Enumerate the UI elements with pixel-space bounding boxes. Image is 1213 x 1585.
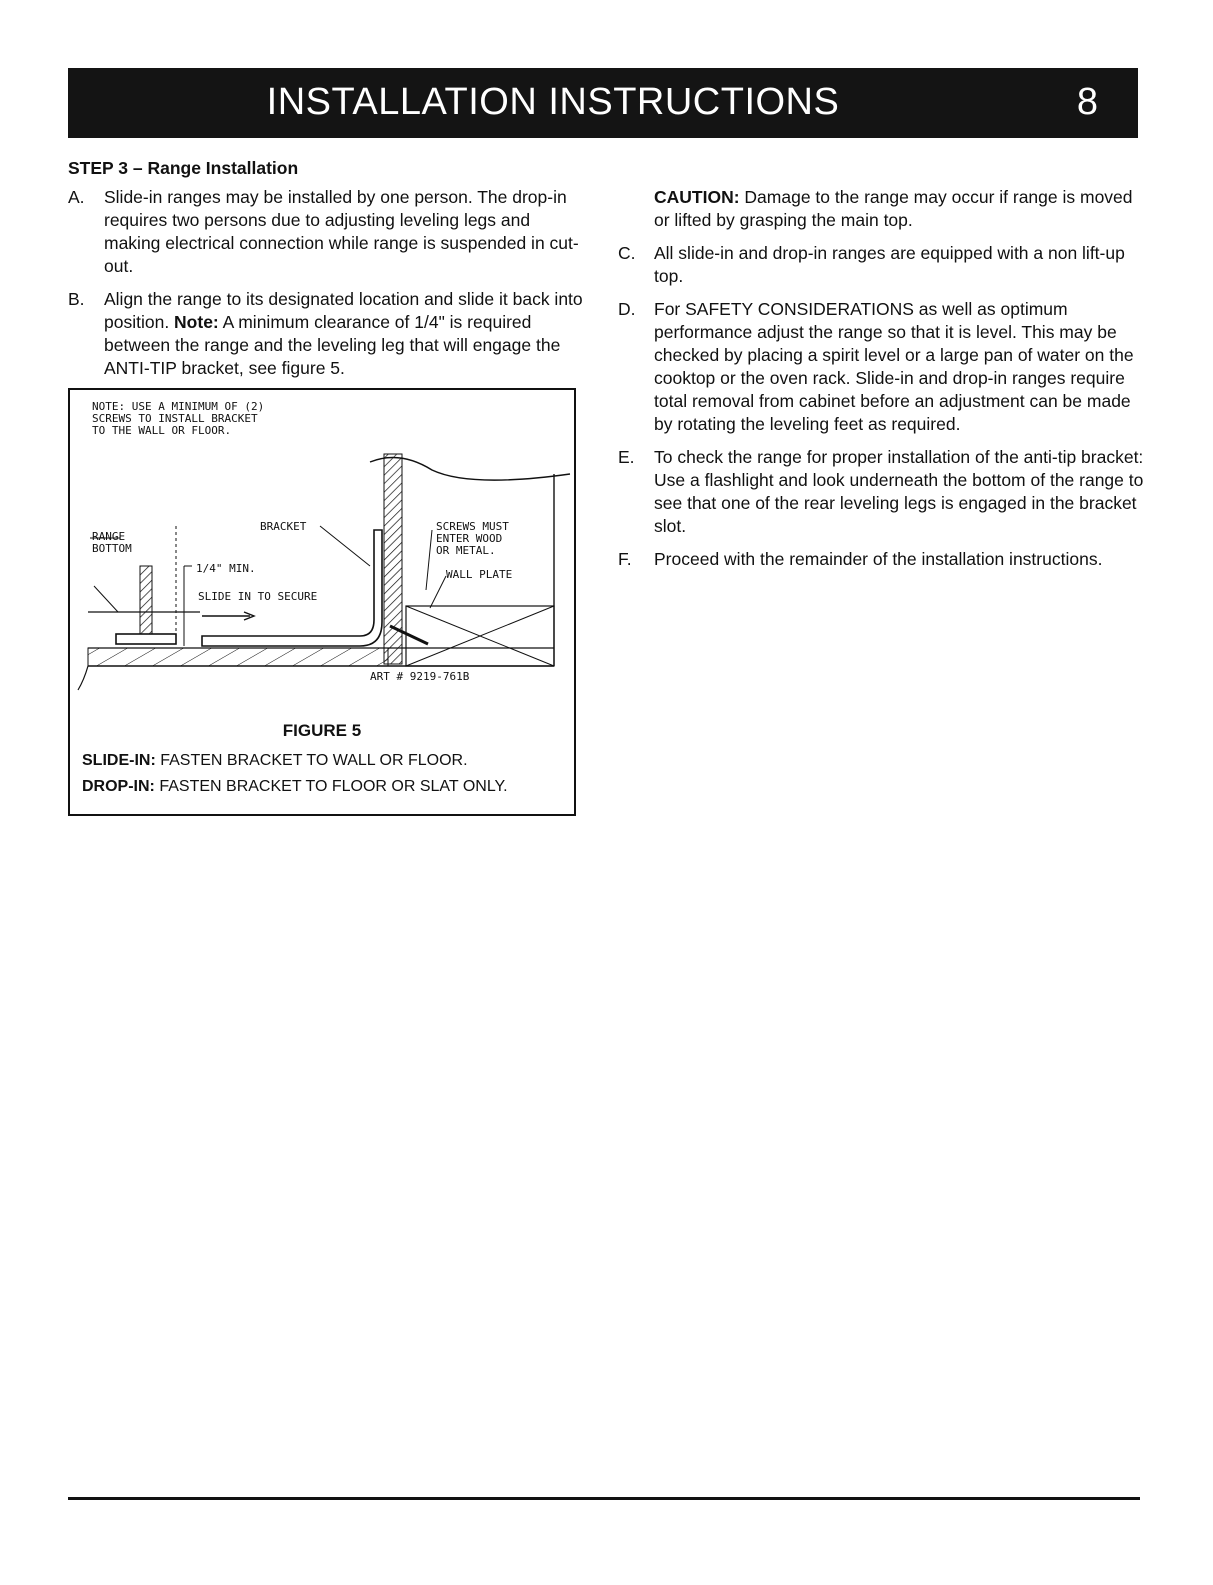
range-bottom-label: BOTTOM (92, 542, 132, 555)
figure-5-box (68, 388, 576, 816)
item-text: To check the range for proper installation of the anti-tip bracket: Use a flashlight and look underneath the bottom of the range to see that one of the rear leveling legs is engaged in the bracket slot. (654, 447, 1144, 536)
page-number: 8 (1076, 81, 1098, 123)
list-item-c (618, 242, 1148, 288)
clearance-label: 1/4" MIN. (196, 562, 256, 575)
drop-in-note (82, 778, 508, 796)
item-letter: C. (618, 243, 636, 263)
bottom-rule (68, 1497, 1140, 1500)
item-text: Slide-in ranges may be installed by one person. The drop-in requires two persons due to adjusting leveling legs and making electrical connection while range is suspended in cut-out. (104, 187, 579, 276)
list-item-a (68, 186, 588, 278)
screws-label: SCREWS MUST (436, 520, 509, 533)
left-column (68, 186, 588, 390)
wall-plate-label: WALL PLATE (446, 568, 513, 581)
header-title: INSTALLATION INSTRUCTIONS (266, 81, 840, 123)
wall-plate (384, 454, 402, 664)
floor (88, 648, 388, 666)
screws-label: OR METAL. (436, 544, 496, 557)
list-item-f (618, 548, 1148, 571)
item-text: Proceed with the remainder of the installation instructions. (654, 549, 1103, 569)
figure-caption: FIGURE 5 (282, 721, 362, 740)
note-line: NOTE: USE A MINIMUM OF (2) (92, 400, 265, 413)
item-letter: E. (618, 447, 635, 467)
item-letter: A. (68, 187, 85, 207)
item-text: Align the range to its designated location and slide it back into position. (104, 289, 583, 332)
slide-in-note (82, 752, 468, 770)
art-number: ART # 9219-761B (370, 670, 470, 683)
item-letter: D. (618, 299, 636, 319)
caution-label: CAUTION: (654, 187, 740, 207)
anti-tip-bracket-diagram (70, 390, 574, 710)
slide-in-text: FASTEN BRACKET TO WALL OR FLOOR. (155, 752, 468, 769)
note-line: TO THE WALL OR FLOOR. (92, 424, 232, 437)
drop-in-text: FASTEN BRACKET TO FLOOR OR SLAT ONLY. (154, 778, 508, 795)
item-text: Damage to the range may occur if range is moved or lifted by grasping the main top. (654, 187, 1133, 230)
page-header (68, 68, 1138, 138)
note-line: SCREWS TO INSTALL BRACKET (92, 412, 258, 425)
leveling-leg (140, 566, 152, 636)
screws-label: ENTER WOOD (436, 532, 503, 545)
slide-in-label: SLIDE-IN: (82, 752, 156, 769)
range-bottom-label: RANGE (92, 530, 126, 543)
item-text: For SAFETY CONSIDERATIONS as well as optimum performance adjust the range so that it is level. This may be checked by placing a spirit level or a large pan of water on the cooktop or the oven rack. Slide-in and drop-in ranges require total removal from cabinet before an adjustment can be made by rotating the leveling feet as required. (654, 299, 1134, 434)
bracket (202, 530, 382, 646)
slide-label: SLIDE IN TO SECURE (198, 590, 318, 603)
right-column (618, 186, 1148, 581)
step-heading: STEP 3 – Range Installation (68, 158, 299, 178)
list-item-e (618, 446, 1148, 538)
drop-in-label: DROP-IN: (82, 778, 155, 795)
list-item-b (68, 288, 588, 380)
list-item-d (618, 298, 1148, 436)
note-label: Note: (174, 312, 219, 332)
caution-paragraph (618, 186, 1148, 232)
item-text: All slide-in and drop-in ranges are equipped with a non lift-up top. (654, 243, 1125, 286)
item-letter: F. (618, 549, 632, 569)
bracket-label: BRACKET (260, 520, 307, 533)
item-text: A minimum clearance of 1/4" is required between the range and the leveling leg that will engage the ANTI-TIP bracket, see figure 5. (104, 312, 561, 378)
item-letter: B. (68, 289, 85, 309)
